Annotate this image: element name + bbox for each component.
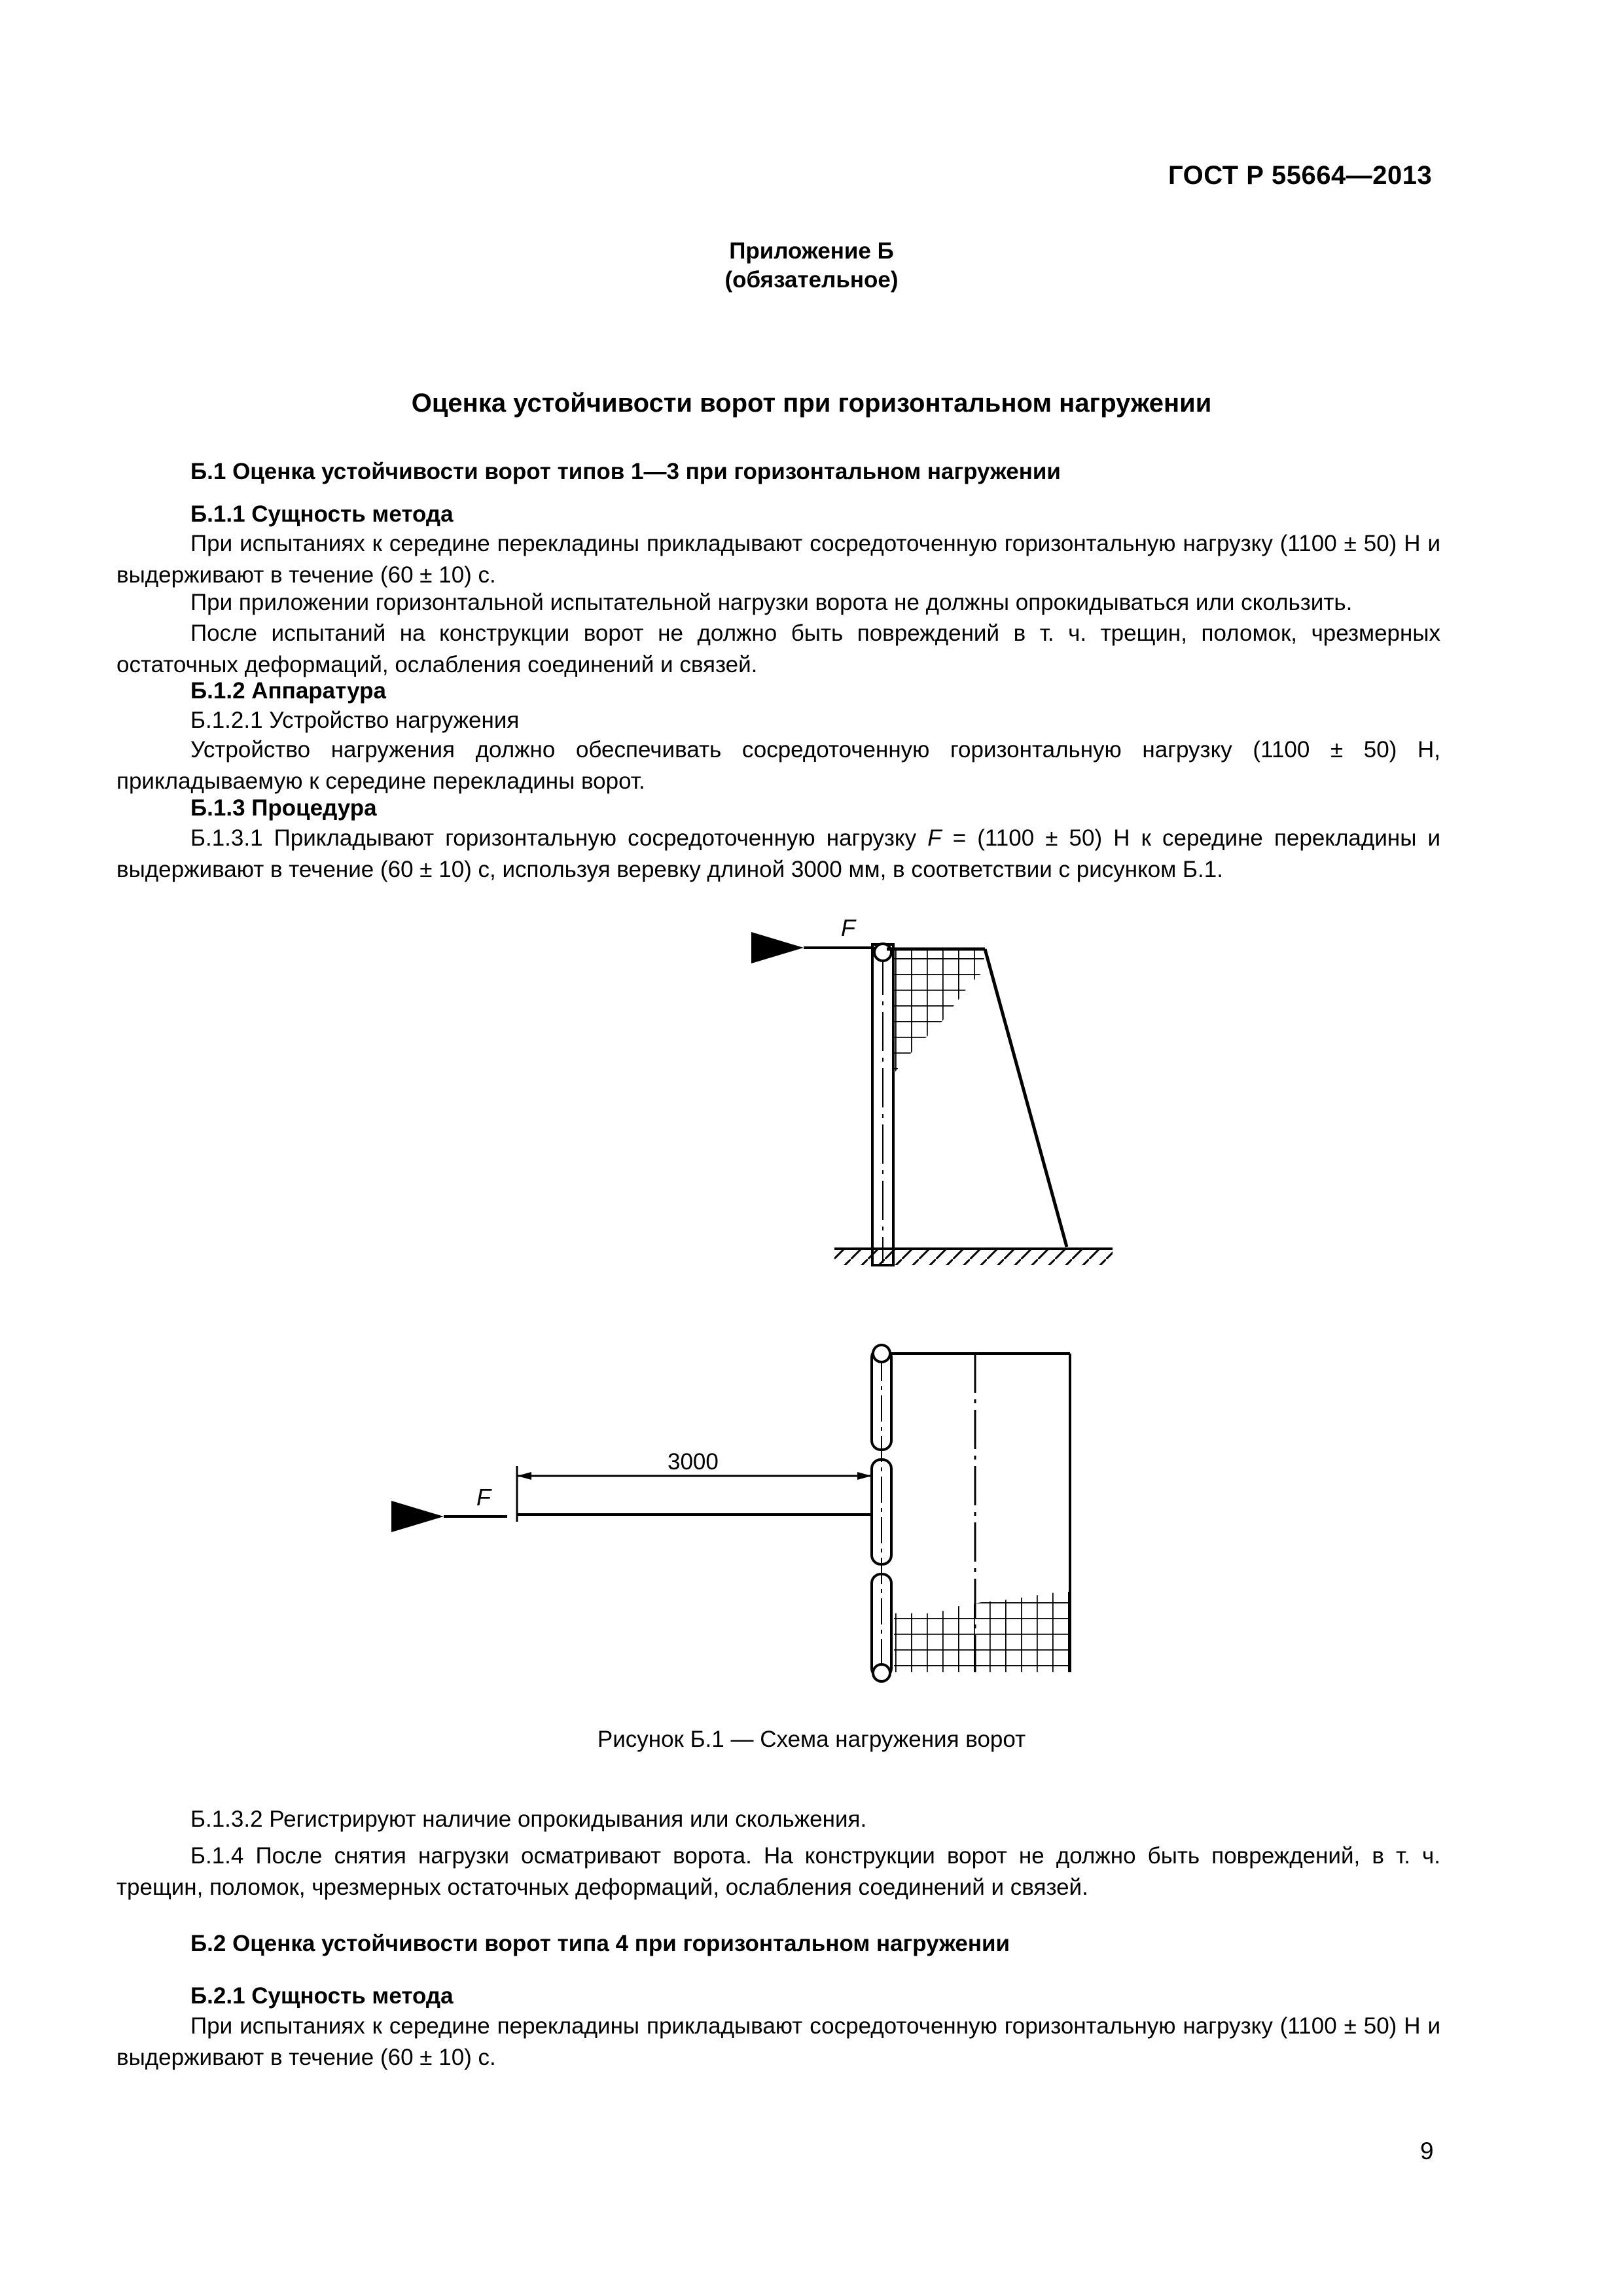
dimension-arrow-right (857, 1472, 872, 1480)
b131-paragraph: Б.1.3.1 Прикладывают горизонтальную сосредоточенную нагрузку F = (1100 ± 50) Н к середине перекладины и выдерживают в течение (60 ± 10) с, используя веревку длиной 3000 мм, в соответствии с рисунком Б.1. (116, 825, 1440, 882)
section-b2-heading: Б.2 Оценка устойчивости ворот типа 4 при горизонтальном нагружении (190, 1931, 1010, 1956)
ground-hatching (834, 1249, 1113, 1265)
b132-paragraph: Б.1.3.2 Регистрируют наличие опрокидывания или скольжения. (190, 1806, 867, 1832)
annex-title: Оценка устойчивости ворот при горизонтальном нагружении (411, 389, 1212, 418)
section-b11-heading: Б.1.1 Сущность метода (190, 501, 454, 527)
front-top-joint (873, 1345, 890, 1362)
b11-paragraph-1: При испытаниях к середине перекладины прикладывают сосредоточенную горизонтальную нагрузку (1100 ± 50) Н и выдерживают в течение (60 ± 10) с. (116, 531, 1440, 588)
section-b21-heading: Б.2.1 Сущность метода (190, 1983, 454, 2009)
front-net-mesh (894, 1592, 1070, 1672)
section-b1-heading: Б.1 Оценка устойчивости ворот типов 1—3 при горизонтальном нагружении (190, 459, 1061, 484)
front-view (444, 1345, 1070, 1681)
side-back-frame (985, 949, 1067, 1247)
side-force-label: F (841, 914, 855, 941)
front-bottom-joint (873, 1664, 890, 1681)
side-crossbar-section (874, 944, 891, 961)
b121-subheading: Б.1.2.1 Устройство нагружения (190, 708, 520, 733)
side-view (804, 914, 1113, 1265)
front-force-label: F (476, 1484, 491, 1511)
annex-label: Приложение Б (729, 238, 894, 264)
side-net-mesh (894, 949, 985, 1073)
figure-caption: Рисунок Б.1 — Схема нагружения ворот (597, 1727, 1026, 1752)
dimension-label: 3000 (668, 1449, 719, 1475)
b14-paragraph: Б.1.4 После снятия нагрузки осматривают ворота. На конструкции ворот не должно быть повреждений, в т. ч. трещин, поломок, чрезмерных остаточных деформаций, ослабления соединений и связей. (116, 1843, 1440, 1900)
document-code: ГОСТ Р 55664—2013 (1168, 161, 1433, 190)
section-b12-heading: Б.1.2 Аппаратура (190, 678, 386, 704)
page-number: 9 (1420, 2138, 1434, 2164)
b11-paragraph-2: При приложении горизонтальной испытательной нагрузки ворота не должны опрокидываться или скользить. (190, 590, 1353, 615)
loading-diagram (0, 903, 1623, 1721)
section-b13-heading: Б.1.3 Процедура (190, 795, 377, 821)
b21-paragraph-1: При испытаниях к середине перекладины прикладывают сосредоточенную горизонтальную нагрузку (1100 ± 50) Н и выдерживают в течение (60 ± 10) с. (116, 2013, 1440, 2070)
b12-paragraph-1: Устройство нагружения должно обеспечивать сосредоточенную горизонтальную нагрузку (1100 ± 50) Н, прикладываемую к середине перекладины ворот. (116, 737, 1440, 794)
annex-status: (обязательное) (724, 267, 899, 293)
b11-paragraph-3: После испытаний на конструкции ворот не должно быть повреждений в т. ч. трещин, поломок, чрезмерных остаточных деформаций, ослабления соединений и связей. (116, 620, 1440, 677)
dimension-arrow-left (517, 1472, 531, 1480)
